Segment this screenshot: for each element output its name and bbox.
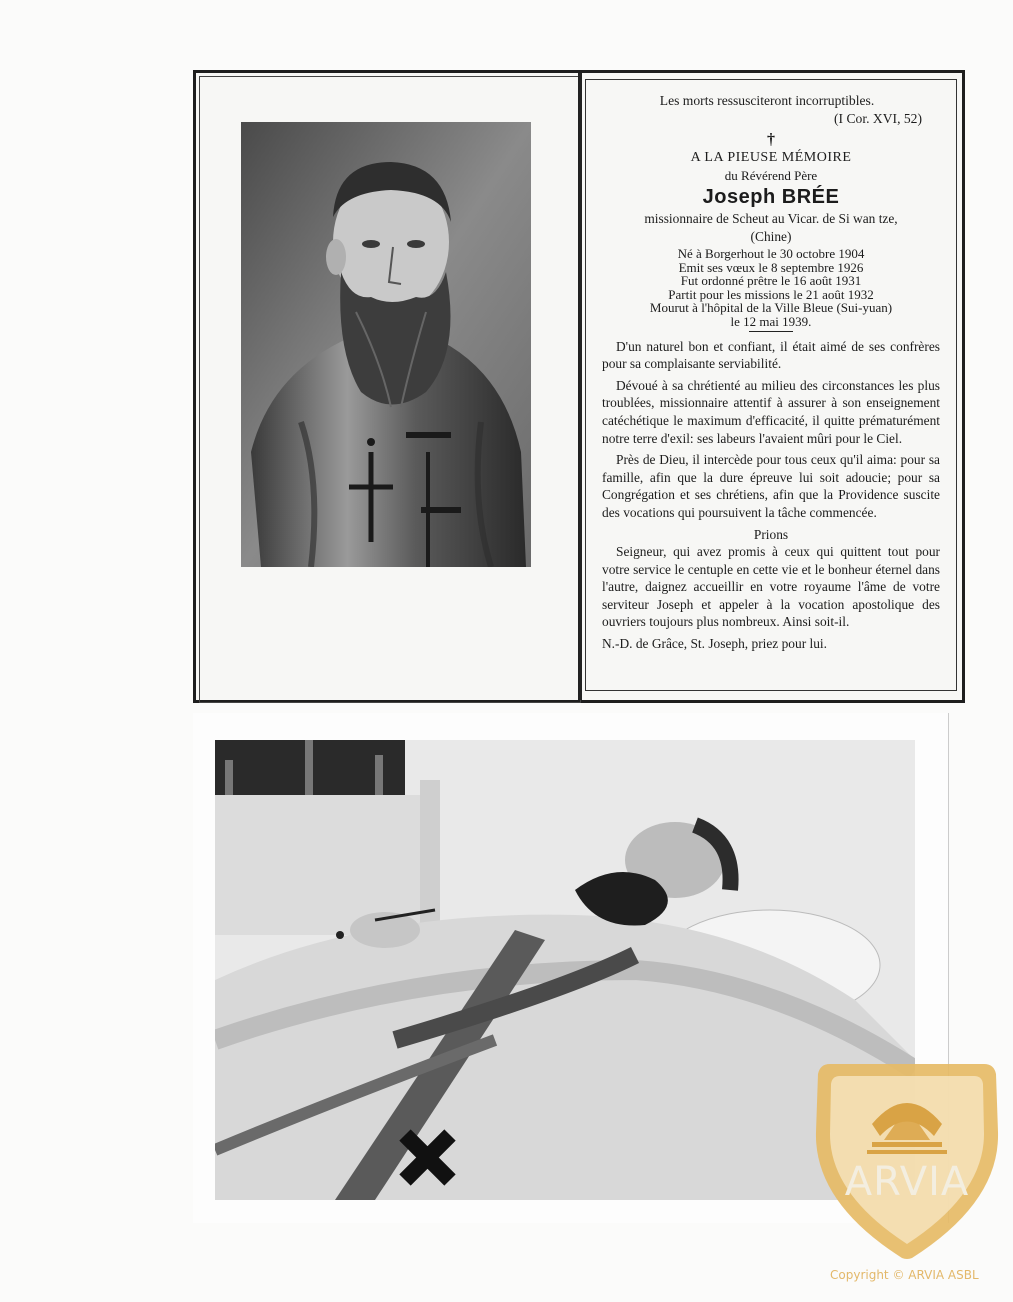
fact-line: Partit pour les missions le 21 août 1932 — [668, 286, 874, 302]
fact-line: Mourut à l'hôpital de la Ville Bleue (Sui-yuan) — [649, 300, 893, 316]
memorial-card — [193, 70, 965, 703]
biography-facts — [602, 247, 940, 329]
epigraph-reference: (I Cor. XVI, 52) — [834, 110, 922, 126]
card-fold-divider — [578, 73, 582, 700]
deathbed-photo — [215, 740, 915, 1200]
fact-line: Né à Borgerhout le 30 octobre 1904 — [677, 246, 865, 261]
arvia-logo — [812, 1062, 1002, 1260]
paragraph: Dévoué à sa chrétienté au milieu des circonstances les plus troublées, missionnaire attentif à assurer à son enseignement catéchétique le maximum d'efficacité, il quitte prématurément notre terre d'exil: ses labeurs l'avaient mûri pour le Ciel. — [602, 377, 940, 446]
separator-rule — [749, 331, 793, 332]
fact-line: Fut ordonné prêtre le 16 août 1931 — [680, 273, 862, 289]
in-memoriam-heading: A LA PIEUSE MÉMOIRE — [690, 150, 852, 165]
closing-invocation: N.-D. de Grâce, St. Joseph, priez pour lui. — [602, 635, 827, 651]
deceased-name: Joseph BRÉE — [702, 186, 840, 208]
text-panel — [585, 79, 957, 691]
country-line: (Chine) — [750, 228, 792, 244]
copyright-notice: Copyright © ARVIA ASBL — [830, 1268, 979, 1282]
fact-line: le 12 mai 1939. — [730, 313, 812, 329]
fact-line: Emit ses vœux le 8 septembre 1926 — [678, 259, 864, 275]
prayer-heading: Prions — [753, 526, 789, 542]
cross-icon: † — [767, 131, 775, 148]
paragraph: Près de Dieu, il intercède pour tous ceux qu'il aima: pour sa famille, afin que la dure épreuve lui soit adoucie; pour sa Congrégation et ses chrétiens, afin que la Providence suscite des vocations qui poursuivent la tâche commencée. — [602, 452, 940, 520]
mission-line: missionnaire de Scheut au Vicar. de Si wan tze, — [644, 211, 898, 226]
portrait-photo — [241, 122, 531, 567]
title-line: du Révérend Père — [724, 167, 818, 183]
arvia-logo-text: ARVIA — [844, 1159, 970, 1205]
paragraph: D'un naturel bon et confiant, il était aimé de ses confrères pour sa complaisante serviabilité. — [602, 338, 940, 372]
prayer-text: Seigneur, qui avez promis à ceux qui quittent tout pour votre service le centuple en cette vie et le bonheur éternel dans l'autre, daignez accueillir en votre royaume l'âme de votre serviteur Joseph et appeler à la vocation apostolique des ouvriers toujours plus nombreux. Ainsi soit-il. — [602, 544, 940, 630]
epigraph-text: Les morts ressusciteront incorruptibles. — [659, 93, 875, 108]
